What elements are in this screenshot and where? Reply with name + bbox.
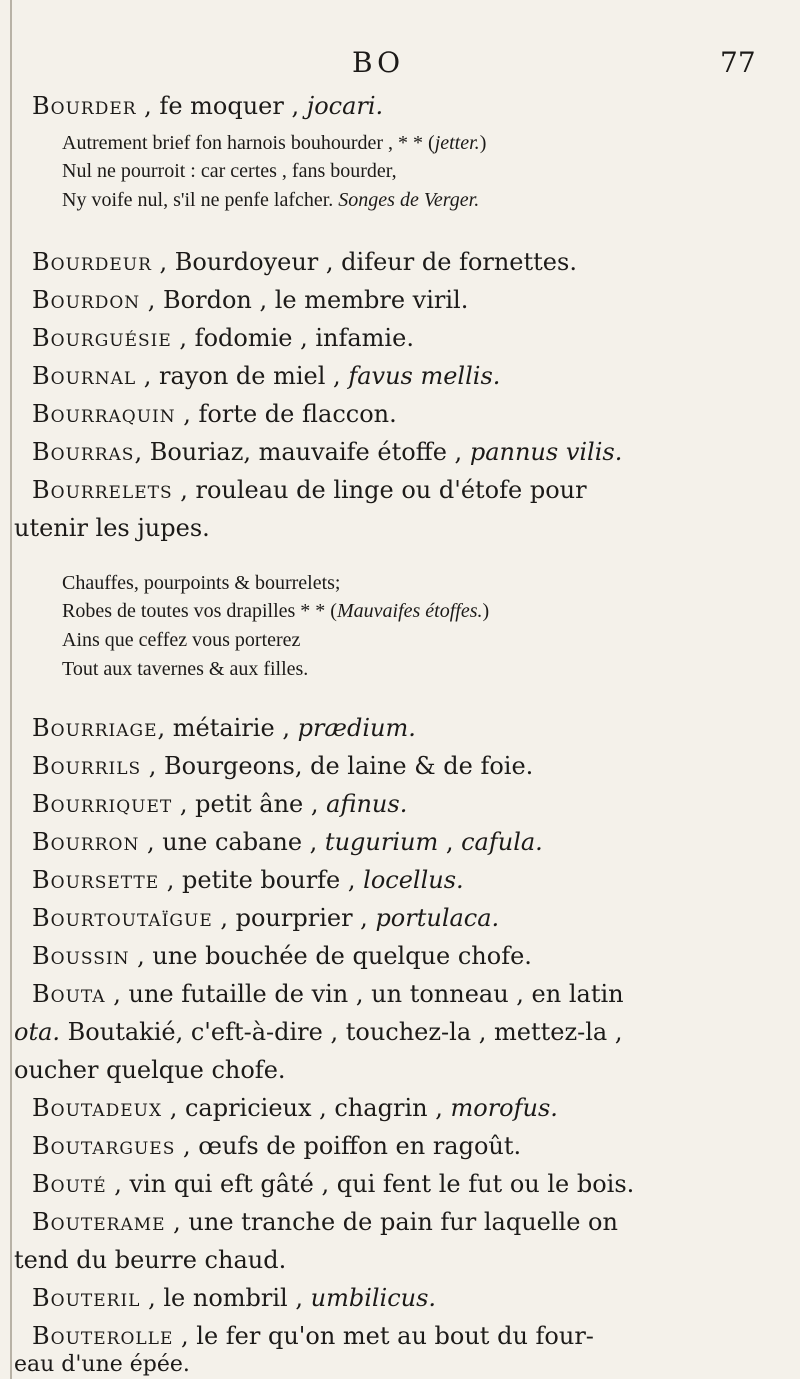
headword: Bourras	[32, 438, 135, 466]
latin-gloss: tugurium	[324, 828, 439, 856]
definition: , fe moquer ,	[136, 92, 307, 120]
latin-gloss: locellus.	[363, 866, 464, 894]
entry-bouta	[32, 980, 624, 1008]
headword: Bourdeur	[32, 248, 152, 276]
headword: Boussin	[32, 942, 130, 970]
definition-continuation: tend du beurre chaud.	[14, 1246, 287, 1274]
quotation-text: )	[479, 132, 487, 154]
entry-bourrelets	[32, 476, 587, 504]
headword: Bourrils	[32, 752, 142, 780]
entry-bourron	[32, 828, 543, 856]
definition: , le nombril ,	[140, 1284, 311, 1312]
running-head	[0, 46, 800, 86]
entry-bouta-continuation	[14, 1018, 622, 1046]
definition: , une bouchée de quelque chofe.	[129, 942, 532, 970]
definition: , Bourdoyeur , difeur de fornettes.	[151, 248, 577, 276]
quotation-text: Robes de toutes vos drapilles * * (	[62, 600, 337, 622]
headword: Boursette	[32, 866, 160, 894]
definition: , rouleau de linge ou d'étofe pour	[172, 476, 587, 504]
definition: , pourprier ,	[212, 904, 376, 932]
definition: , fodomie , infamie.	[171, 324, 414, 352]
headword: Bournal	[32, 362, 137, 390]
definition: , une futaille de vin , un tonneau , en latin	[105, 980, 624, 1008]
definition-continuation: utenir les jupes.	[14, 514, 210, 542]
quotation-line	[62, 160, 397, 183]
entry-bourriage	[32, 714, 416, 742]
binding-gutter	[10, 0, 12, 1379]
entry-bournal	[32, 362, 500, 390]
entry-bouterolle	[32, 1322, 594, 1350]
definition: , une cabane ,	[139, 828, 325, 856]
latin-gloss: umbilicus.	[310, 1284, 437, 1312]
headword: Bouta	[32, 980, 106, 1008]
quotation-text: Tout aux tavernes & aux filles.	[62, 658, 309, 680]
quotation-text: )	[482, 600, 490, 622]
quotation-line	[62, 600, 489, 623]
latin-gloss: morofus.	[450, 1094, 558, 1122]
latin-gloss: pannus vilis.	[469, 438, 623, 466]
definition: , œufs de poiffon en ragoût.	[175, 1132, 522, 1160]
headword: Bouteril	[32, 1284, 141, 1312]
latin-gloss: prædium.	[297, 714, 416, 742]
definition: , Bourgeons, de laine & de foie.	[141, 752, 534, 780]
entry-bourras	[32, 438, 622, 466]
entry-bouterame-continuation	[14, 1246, 286, 1274]
quotation-gloss: jetter.	[434, 132, 480, 154]
definition: , capricieux , chagrin ,	[162, 1094, 451, 1122]
headword: Bourrelets	[32, 476, 173, 504]
headword: Bourtoutaïgue	[32, 904, 213, 932]
definition: , le fer qu'on met au bout du four-	[173, 1322, 594, 1350]
entry-boute	[32, 1170, 634, 1198]
definition-continuation: eau d'une épée.	[14, 1352, 190, 1377]
quotation-text: Autrement brief fon harnois bouhourder , * * (	[62, 132, 435, 154]
quotation-text: Chauffes, pourpoints & bourrelets;	[62, 572, 341, 594]
quotation-line	[62, 132, 486, 155]
quotation-text: Ains que ceffez vous porterez	[62, 629, 301, 651]
headword: Bourriquet	[32, 790, 173, 818]
latin-gloss: afinus.	[326, 790, 408, 818]
quotation-line	[62, 572, 340, 595]
entry-bourraquin	[32, 400, 397, 428]
definition: , petit âne ,	[172, 790, 327, 818]
entry-bourder	[32, 92, 383, 120]
definition-continuation: oucher quelque chofe.	[14, 1056, 286, 1084]
entry-bouterolle-continuation	[14, 1352, 190, 1377]
latin-gloss: cafula.	[461, 828, 543, 856]
entry-bouta-continuation	[14, 1056, 286, 1084]
entry-bourtoutaigue	[32, 904, 499, 932]
quotation-gloss: Mauvaifes étoffes.	[336, 600, 483, 622]
quotation-line	[62, 189, 479, 212]
entry-bourrils	[32, 752, 533, 780]
page-number: 77	[720, 46, 756, 79]
definition-continuation: Boutakié, c'eft-à-dire , touchez-la , mettez-la ,	[60, 1018, 623, 1046]
headword: Bourraquin	[32, 400, 176, 428]
entry-bourguesie	[32, 324, 414, 352]
entry-boursette	[32, 866, 464, 894]
latin-gloss: ota.	[14, 1018, 61, 1046]
definition: ,	[438, 828, 462, 856]
running-head-word: BO	[352, 46, 405, 79]
latin-gloss: jocari.	[306, 92, 384, 120]
definition: , métairie ,	[157, 714, 298, 742]
entry-boutargues	[32, 1132, 521, 1160]
headword: Bouté	[32, 1170, 107, 1198]
entry-bourrelets-continuation	[14, 514, 210, 542]
latin-gloss: favus mellis.	[348, 362, 501, 390]
definition: , une tranche de pain fur laquelle on	[165, 1208, 618, 1236]
entry-bouteril	[32, 1284, 436, 1312]
entry-bouterame	[32, 1208, 618, 1236]
entry-bourdon	[32, 286, 468, 314]
entry-bourdeur	[32, 248, 577, 276]
entry-bourriquet	[32, 790, 407, 818]
entry-boussin	[32, 942, 532, 970]
quotation-text: Ny voife nul, s'il ne penfe lafcher.	[62, 189, 339, 211]
headword: Bourder	[32, 92, 137, 120]
headword: Bouterolle	[32, 1322, 174, 1350]
quotation-line	[62, 629, 300, 652]
definition: , vin qui eft gâté , qui fent le fut ou le bois.	[106, 1170, 635, 1198]
definition: , Bordon , le membre viril.	[140, 286, 469, 314]
definition: , petite bourfe ,	[159, 866, 364, 894]
headword: Bouterame	[32, 1208, 166, 1236]
headword: Bourguésie	[32, 324, 172, 352]
latin-gloss: portulaca.	[375, 904, 500, 932]
headword: Bourriage	[32, 714, 158, 742]
definition: , forte de flaccon.	[175, 400, 397, 428]
definition: , Bouriaz, mauvaife étoffe ,	[134, 438, 470, 466]
headword: Boutargues	[32, 1132, 176, 1160]
quotation-source: Songes de Verger.	[338, 189, 480, 211]
quotation-line	[62, 658, 308, 681]
definition: , rayon de miel ,	[136, 362, 349, 390]
quotation-text: Nul ne pourroit : car certes , fans bourder,	[62, 160, 397, 182]
headword: Bourron	[32, 828, 140, 856]
entry-boutadeux	[32, 1094, 558, 1122]
headword: Bourdon	[32, 286, 141, 314]
headword: Boutadeux	[32, 1094, 163, 1122]
